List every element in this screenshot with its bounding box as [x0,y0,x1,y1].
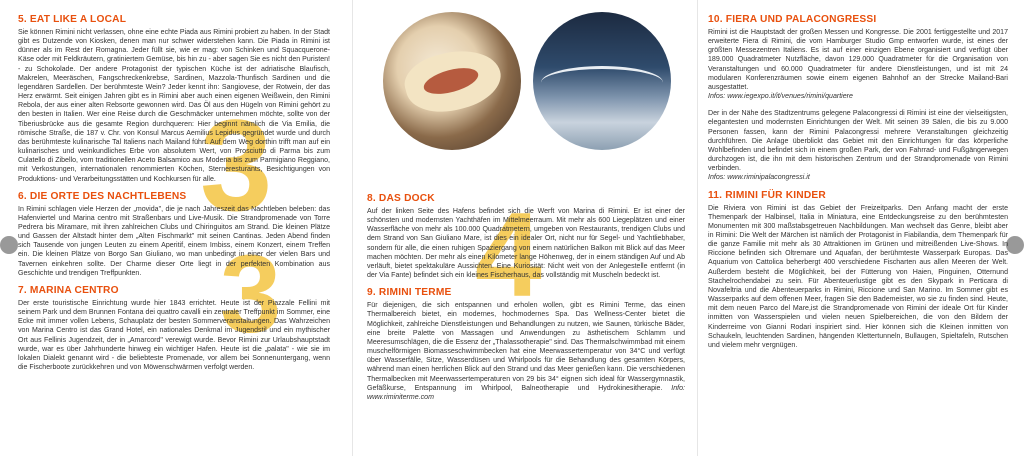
section-rimini-for-kids [708,190,1008,351]
column-divider [352,0,353,456]
info-link[interactable]: Infos: www.iegexpo.it/it/venues/rimini/quartiere [708,93,853,101]
section-body: Der in der Nähe des Stadtzentrums gelegene Palacongressi di Rimini ist eine der vielseitigsten, elegantesten und modernsten Einrichtungen der Welt. Mit seinen 39 Sälen, die bis zu 9.000 Personen fassen, kann der Rimini Palacongressi mehrere Veranstaltungen gleichzeitig durchführen. Die Anlage überblickt das Gebiet mit den Einrichtungen für das körperliche Wohlbefinden und befindet sich in einem großen Park, der von Fahrrad- und Fußgängerwegen durchzogen ist, die ihn mit dem historischen Zentrum und der Strandpromenade von Rimini verbinden. [708,110,1008,173]
section-body: Sie können Rimini nicht verlassen, ohne eine echte Piada aus Rimini probiert zu haben. In der Stadt gibt es Dutzende von Kiosken, denen man nur schwer widerstehen kann. Die Piada in Rimini ist dünner als im Rest der Romagna. Jeder füllt sie, wie er mag: von Schinken und Squacquerone-Käse oder mit Feldkräutern, gratiniertem Gemüse, bis hin zu - aber sagen Sie es nicht den Puristen! - zu Schokolade. Der andere Protagonist der typischen Küche ist der adriatische Blaufisch, Makrelen, Meeräschen, Fangschreckenkrebse, Sardinen, Mazzola-Thunfisch Sardinen und die legendären Sardellen. Der berühmteste Wein? Jeder kennt ihn: Sangiovese, der Rotwein, der das Herz erwärmt. Seit einigen Jahren gibt es in Rimini aber auch einen eigenen Weißwein, den Rimini Rebola, der aus einer alten Rebsorte gewonnen wird. Das Öl aus den Hügeln von Rimini gehört zu den besten in Italien. Wer eine Reise durch die Geschmäcker unternehmen möchte, sollte von der Tiberiusbrücke aus die gesamte Region durchqueren: Hier beginnt nämlich die Via Emilia, die römische Straße, die 187 v. Chr. von Konsul Marcus Aemilius Lepidus gegründet wurde und durch das berühmteste kulinarische Tal Italiens nach Mailand führt. Auf dem Weg dorthin trifft man auf ein kulinarisches und weinkundliches Erbe von absolutem Wert, von Prosciutto di Parma bis zum Culatello di Zibello, vom traditionellen Aceto Balsamico aus Modena bis zum Parmigiano Reggiano, mit Verkostungen, internationalen renommierten Köchen, Sterneresturants, Besichtigungen von Produktions- und Verarbeitungsstätten und Kochkursen für alle. [18,29,330,183]
next-page-indicator[interactable] [1006,236,1024,254]
section-marina-centro [18,285,330,372]
section-title: 8. DAS DOCK [367,193,435,204]
section-title: 5. EAT LIKE A LOCAL [18,14,127,25]
column-left [18,14,330,379]
decorative-numeral: 4 [475,188,542,322]
section-title: 11. RIMINI FÜR KINDER [708,189,826,201]
column-middle [367,188,685,409]
column-divider [697,0,698,456]
section-body: Auf der linken Seite des Hafens befindet sich die Werft von Marina di Rimini. Er ist einer der schönsten und modernsten Yachthäfen im Mittelmeerraum. Mit mehr als 600 Liegeplätzen und einer Wasserfläche von mehr als 100.000 Quadratmetern, umgeben von Restaurants, trendigen Clubs und dem Strand von San Giuliano Mare, ist dies ein idealer Ort, nicht nur für Segel- und Yachtliebhaber, sondern für alle, die einen ruhigen Spaziergang von einem natürlichen Balkon mit Blick auf das Meer machen möchten. Der mehr als einen Kilometer lange Höhenweg, der in einem ständigen Auf und Ab verläuft, bietet spektakuläre Aussichten. Eine Kuriosität: Nicht weit von der Anlegestelle entfernt (in der Via Fante) befindet sich ein kleines Fischerhaus, das vollständig mit Muscheln bedeckt ist. [367,208,685,280]
section-body: Für diejenigen, die sich entspannen und erholen wollen, gibt es Rimini Terme, das einen Thermalbereich bietet, ein modernes, hochmodernes Spa. Das Wellness-Center bietet die Möglichkeit, zahlreiche Dienstleistungen und Behandlungen zu nutzen, wie Saunen, türkische Bäder, eine breite Palette von Massagen und Anwendungen zu ästhetischem Schlamm und Meeresumschlägen, die die Essenz der „Thalassotherapie" sind. Das Thermalschwimmbad mit einem muschelförmigen Biomasseschwimmbecken hat eine Meerwassertemperatur von 34°C und verfügt über Wasserfälle, Sitze, Wasserdüsen und Whirlpools für die Behandlung des gesamten Körpers, während man einen herrlichen Blick auf den Strand und das Meer genießen kann. Die verschiedenen Thermalbecken mit Meerwassertemperaturen von 29 bis 34° eignen sich ideal für Wassergymnastik, Gefäßkurse, Entspannung im Whirlpool, Balneotherapie und Hydrokinesitherapie. [367,302,685,392]
section-dock [367,193,685,280]
photo-group [383,12,683,192]
column-right [708,14,1008,357]
info-link[interactable]: Info: www.riminiterme.com [367,384,685,401]
section-body: Der erste touristische Einrichtung wurde hier 1843 errichtet. Heute ist der Piazzale Fellini mit seinem Park und dem Brunnen Fontana dei quattro cavalli ein zentraler Treffpunkt im Sommer, eine Ecke mit immer vollen Lebens, Schauplatz der besten Sommerveranstaltungen. Das Wahrzeichen von Marina Centro ist das Grand Hotel, ein nationales Denkmal im Jugendstil und ein mythischer Ort aus Fellinis Jugendzeit, der in „Amarcord" verewigt wurde. Bevor Rimini zur Urlaubshauptstadt wurde, war es über Jahrhunderte hinweg ein wichtiger Hafen. Heute ist die „palata" - wie sie im lokalen Dialekt genannt wird - die beliebteste Promenade, vor allem bei Sonnenuntergang, wenn die Fischerboote zurückkehren und von Möwenschwärmen verfolgt werden. [18,299,330,371]
spa-building-photo [533,12,671,150]
section-rimini-terme [367,287,685,402]
piada-food-photo [383,12,521,150]
section-title: 10. FIERA UND PALACONGRESSI [708,14,877,25]
section-fiera-palacongressi [708,14,1008,183]
section-title: 7. MARINA CENTRO [18,284,119,296]
info-link[interactable]: Infos: www.riminipalacongressi.it [708,174,810,182]
section-body: Die Riviera von Rimini ist das Gebiet der Freizeitparks. Den Anfang macht der erste Themenpark der Halbinsel, Italia in Miniatura, eine Entdeckungsreise zu den berühmtesten Monumenten mit 300 maßstabsgetreuen Nachbildungen. Man wechselt das Genre, bleibt aber in Rimini: Die Welt der Märchen ist nämlich der Protagonist in Fiabilandia, dem Themenpark für die ganze Familie mit mehr als 30 Attraktionen im Grünen und mitreißenden Live-Shows. In Riccione befinden sich Oltremare und Aquafan, der berühmteste Wasserpark Europas. Das Aquarium von Cattolica beherbergt 400 verschiedene Fischarten aus allen Meeren der Welt. Außerdem besteht die Möglichkeit, bei der Fütterung von Haien, Pinguinen, Otternund Stachelrochendabei zu sein. Für Abenteuerlustige gibt es den Skypark in Perticara di Novafeltria und die Abenteuerparks in Rimini, Riccione und San Marino. Im Sommer gibt es Wasserparks auf dem offenen Meer, fragen Sie den Bademeister, wo sie zu finden sind. Heute, mit dem neuen Parco del Mare,ist die Strandpromenade von Rimini der ideale Ort für Kinder inmitten von Wasserspielen und vielen neuen Spielbereichen, die von den Bildern der Kinderreime von Gianni Rodari inspiriert sind. Hier können sich die Kleinen inmitten von Schaukeln, leuchtenden Sardinen, hängenden Klettertunneln, Bullaugen, Spieltafeln, Rutschen und vielem mehr vergnügen. [708,204,1008,349]
section-title: 9. RIMINI TERME [367,287,452,299]
decorative-numeral: 3 [220,233,282,356]
section-body: Rimini ist die Hauptstadt der großen Messen und Kongresse. Die 2001 fertiggestellte und 2017 erweiterte Fiera di Rimini, die vom Hamburger Studio Gmp entworfen wurde, ist eines der größten Messezentren Italiens. Es ist auf einer einzigen Ebene organisiert und verfügt über 189.000 Quadratmeter Nutzfläche, davon 129.000 Quadratmeter für die Organisation von Veranstaltungen und 60.000 Quadratmeter für andere Dienstleistungen, und ist mit 24 modularen Konferenzräumen sowie einem eigenen Bahnhof an der Strecke Mailand-Bari ausgestattet. [708,29,1008,91]
decorative-numeral: 3 [200,92,273,238]
previous-page-indicator[interactable] [0,236,18,254]
section-title: 6. DIE ORTE DES NACHTLEBENS [18,190,187,202]
building-roof-shape [541,66,663,99]
section-nightlife [18,191,330,278]
section-eat-like-a-local [18,14,330,184]
section-body: In Rimini schlagen viele Herzen der „movida", die je nach Jahreszeit das Nachtleben beleben: das Hafenviertel und Marina centro mit Straßenbars und Live-Musik. Die Strandpromenade von Torre Pedrera bis Miramare, mit ihren zahlreichen Clubs und Chiringuitos am Strand. Die kleinen Plätze und Gassen der Altstadt hinter dem „Alten Fischmarkt" mit seinen Cantinas. Jeden Abend finden sich Tausende von jungen Leuten zu einem Aperitif, einem Imbiss, einem Konzert, einem Treffen ein. Die kleinen Plätze von Borgo San Giuliano, wo man unbedingt in einer der vielen Bars und Tavernen einkehren sollte. Der Charme dieser Orte liegt in der perfekten Kombination aus Geschichte und trendigen Treffpunkten. [18,205,330,277]
